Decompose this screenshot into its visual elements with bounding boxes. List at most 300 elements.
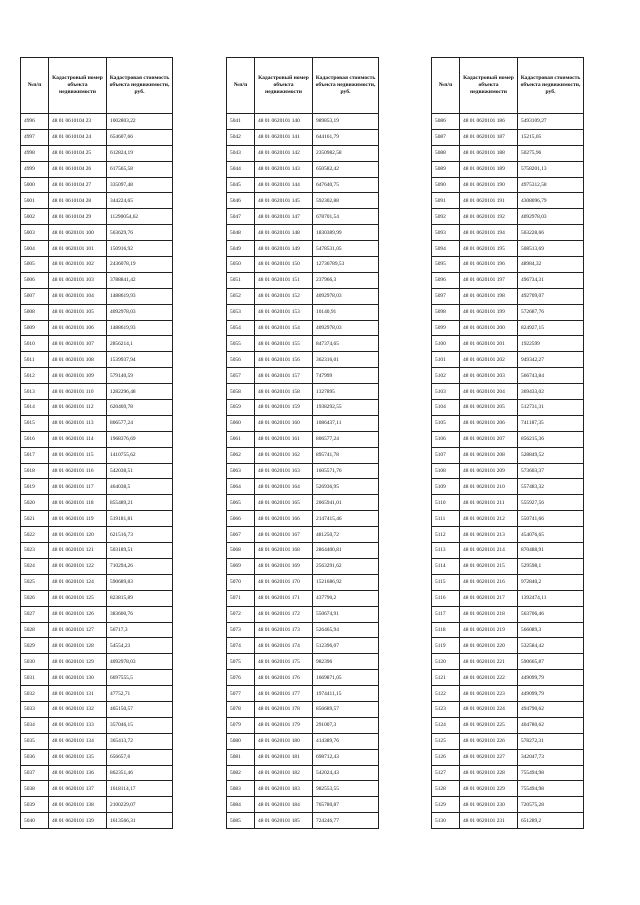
row-number-cell: 5117 bbox=[432, 606, 460, 622]
row-number-cell: 5127 bbox=[432, 765, 460, 781]
cadastral-value-cell: 592302,88 bbox=[313, 193, 379, 209]
cadastral-number-cell: 48 01 0620101 223 bbox=[460, 686, 518, 702]
cadastral-number-cell: 48 01 0620101 137 bbox=[49, 781, 107, 797]
cadastral-number-cell: 48 01 0620101 206 bbox=[460, 415, 518, 431]
cadastral-number-cell: 48 01 0620101 164 bbox=[255, 479, 313, 495]
table-row bbox=[227, 765, 379, 781]
row-number-cell: 5119 bbox=[432, 638, 460, 654]
table-row bbox=[21, 193, 173, 209]
cadastral-number-cell: 48 01 0620101 183 bbox=[255, 781, 313, 797]
cadastral-value-cell: 578272,31 bbox=[518, 733, 584, 749]
row-number-cell: 5094 bbox=[432, 241, 460, 257]
table-row bbox=[21, 352, 173, 368]
row-number-cell: 5065 bbox=[227, 495, 255, 511]
table-row bbox=[432, 479, 584, 495]
table-row bbox=[227, 511, 379, 527]
table-row bbox=[432, 400, 584, 416]
table-row bbox=[432, 320, 584, 336]
cadastral-value-cell: 1488619,93 bbox=[107, 320, 173, 336]
cadastral-number-cell: 48 01 0610104 25 bbox=[49, 145, 107, 161]
table-row bbox=[432, 606, 584, 622]
row-number-cell: 5050 bbox=[227, 257, 255, 273]
cadastral-number-cell: 48 01 0620101 219 bbox=[460, 622, 518, 638]
table-row bbox=[21, 114, 173, 130]
table-row bbox=[432, 193, 584, 209]
table-row bbox=[227, 352, 379, 368]
row-number-cell: 5088 bbox=[432, 145, 460, 161]
cadastral-number-cell: 48 01 0620101 108 bbox=[49, 352, 107, 368]
row-number-cell: 5044 bbox=[227, 161, 255, 177]
table-row bbox=[227, 288, 379, 304]
cadastral-value-cell: 369433,02 bbox=[518, 384, 584, 400]
row-number-cell: 5126 bbox=[432, 749, 460, 765]
cadastral-value-cell: 566743,84 bbox=[518, 368, 584, 384]
row-number-cell: 5029 bbox=[21, 638, 49, 654]
row-number-cell: 5078 bbox=[227, 701, 255, 717]
cadastral-number-cell: 48 01 0620101 161 bbox=[255, 431, 313, 447]
cadastral-number-cell: 48 01 0620101 231 bbox=[460, 813, 518, 829]
cadastral-value-cell: 651289,2 bbox=[518, 813, 584, 829]
cadastral-number-cell: 48 01 0620101 177 bbox=[255, 686, 313, 702]
table-row bbox=[227, 638, 379, 654]
table-row bbox=[21, 495, 173, 511]
cadastral-value-cell: 1392474,11 bbox=[518, 590, 584, 606]
row-number-cell: 5083 bbox=[227, 781, 255, 797]
table-row bbox=[21, 781, 173, 797]
row-number-cell: 5019 bbox=[21, 479, 49, 495]
table-row bbox=[432, 352, 584, 368]
row-number-cell: 5047 bbox=[227, 209, 255, 225]
cadastral-number-cell: 48 01 0620101 152 bbox=[255, 288, 313, 304]
table-row bbox=[21, 241, 173, 257]
cadastral-value-cell: 454076,65 bbox=[518, 527, 584, 543]
cadastral-value-cell: 54554,23 bbox=[107, 638, 173, 654]
table-row bbox=[432, 511, 584, 527]
row-number-cell: 5055 bbox=[227, 336, 255, 352]
cadastral-number-cell: 48 01 0620101 149 bbox=[255, 241, 313, 257]
table-row bbox=[432, 701, 584, 717]
row-number-cell: 5074 bbox=[227, 638, 255, 654]
cadastral-value-cell: 982553,55 bbox=[313, 781, 379, 797]
cadastral-number-cell: 48 01 0620101 117 bbox=[49, 479, 107, 495]
row-number-cell: 5130 bbox=[432, 813, 460, 829]
table-row bbox=[432, 415, 584, 431]
cadastral-number-cell: 48 01 0620101 153 bbox=[255, 304, 313, 320]
row-number-cell: 5075 bbox=[227, 654, 255, 670]
row-number-cell: 5030 bbox=[21, 654, 49, 670]
cadastral-number-cell: 48 01 0620101 222 bbox=[460, 670, 518, 686]
row-number-cell: 5010 bbox=[21, 336, 49, 352]
row-number-cell: 5033 bbox=[21, 701, 49, 717]
row-number-cell: 5037 bbox=[21, 765, 49, 781]
cadastral-value-cell: 550674,91 bbox=[313, 606, 379, 622]
row-number-cell: 5063 bbox=[227, 463, 255, 479]
cadastral-value-cell: 620469,78 bbox=[107, 400, 173, 416]
table-row bbox=[227, 272, 379, 288]
row-number-cell: 5004 bbox=[21, 241, 49, 257]
table-row bbox=[21, 574, 173, 590]
cadastral-number-cell: 48 01 0620101 176 bbox=[255, 670, 313, 686]
table-row bbox=[432, 622, 584, 638]
cadastral-value-cell: 4092978,03 bbox=[107, 304, 173, 320]
row-number-cell: 5093 bbox=[432, 225, 460, 241]
cadastral-number-cell: 48 01 0620101 181 bbox=[255, 749, 313, 765]
row-number-cell: 5128 bbox=[432, 781, 460, 797]
cadastral-number-cell: 48 01 0620101 226 bbox=[460, 733, 518, 749]
row-number-cell: 5102 bbox=[432, 368, 460, 384]
cadastral-number-cell: 48 01 0620101 116 bbox=[49, 463, 107, 479]
cadastral-number-cell: 48 01 0620101 156 bbox=[255, 352, 313, 368]
table-row bbox=[432, 527, 584, 543]
cadastral-number-cell: 48 01 0620101 189 bbox=[460, 161, 518, 177]
table-row bbox=[21, 797, 173, 813]
table-row bbox=[21, 717, 173, 733]
cadastral-value-cell: 563706,46 bbox=[518, 606, 584, 622]
row-number-cell: 5124 bbox=[432, 717, 460, 733]
cadastral-number-cell: 48 01 0620101 208 bbox=[460, 447, 518, 463]
table-row bbox=[227, 145, 379, 161]
table-row bbox=[21, 257, 173, 273]
row-number-cell: 5020 bbox=[21, 495, 49, 511]
cadastral-value-cell: 2147415,46 bbox=[313, 511, 379, 527]
cadastral-number-cell: 48 01 0620101 207 bbox=[460, 431, 518, 447]
cadastral-value-cell: 870488,91 bbox=[518, 543, 584, 559]
table-row bbox=[432, 288, 584, 304]
table-row bbox=[21, 765, 173, 781]
table-row bbox=[227, 320, 379, 336]
cadastral-number-cell: 48 01 0620101 227 bbox=[460, 749, 518, 765]
cadastral-number-cell: 48 01 0620101 104 bbox=[49, 288, 107, 304]
row-number-cell: 5009 bbox=[21, 320, 49, 336]
row-number-cell: 5091 bbox=[432, 193, 460, 209]
table-row bbox=[227, 161, 379, 177]
table-row bbox=[227, 384, 379, 400]
row-number-cell: 5110 bbox=[432, 495, 460, 511]
cadastral-value-cell: 1974411,15 bbox=[313, 686, 379, 702]
row-number-cell: 5100 bbox=[432, 336, 460, 352]
table-row bbox=[227, 336, 379, 352]
cadastral-number-cell: 48 01 0620101 171 bbox=[255, 590, 313, 606]
cadastral-number-cell: 48 01 0620101 196 bbox=[460, 257, 518, 273]
cadastral-value-cell: 542038,51 bbox=[107, 463, 173, 479]
cadastral-number-cell: 48 01 0620101 160 bbox=[255, 415, 313, 431]
cadastral-number-cell: 48 01 0620101 192 bbox=[460, 209, 518, 225]
row-number-cell: 5121 bbox=[432, 670, 460, 686]
cadastral-number-cell: 48 01 0620101 202 bbox=[460, 352, 518, 368]
col-header-number: №п/п bbox=[21, 58, 49, 114]
table-row bbox=[432, 463, 584, 479]
cadastral-value-cell: 50275,96 bbox=[518, 145, 584, 161]
cadastral-number-cell: 48 01 0620101 178 bbox=[255, 701, 313, 717]
cadastral-value-cell: 503189,51 bbox=[107, 543, 173, 559]
table-row bbox=[227, 622, 379, 638]
row-number-cell: 5058 bbox=[227, 384, 255, 400]
table-row bbox=[432, 495, 584, 511]
cadastral-value-cell: 656657,6 bbox=[107, 749, 173, 765]
row-number-cell: 5072 bbox=[227, 606, 255, 622]
row-number-cell: 5051 bbox=[227, 272, 255, 288]
cadastral-number-cell: 48 01 0620101 101 bbox=[49, 241, 107, 257]
table-row bbox=[21, 606, 173, 622]
row-number-cell: 5107 bbox=[432, 447, 460, 463]
row-number-cell: 5060 bbox=[227, 415, 255, 431]
col-header-cadastral-value: Кадастровая стоимость объекта недвижимости, руб. bbox=[518, 58, 584, 114]
row-number-cell: 5023 bbox=[21, 543, 49, 559]
row-number-cell: 5028 bbox=[21, 622, 49, 638]
row-number-cell: 5041 bbox=[227, 114, 255, 130]
table-row bbox=[21, 288, 173, 304]
cadastral-value-cell: 650582,42 bbox=[313, 161, 379, 177]
cadastral-number-cell: 48 01 0620101 205 bbox=[460, 400, 518, 416]
cadastral-number-cell: 48 01 0620101 134 bbox=[49, 733, 107, 749]
cadastral-value-cell: 342047,73 bbox=[518, 749, 584, 765]
row-number-cell: 5071 bbox=[227, 590, 255, 606]
cadastral-number-cell: 48 01 0620101 216 bbox=[460, 574, 518, 590]
cadastral-number-cell: 48 01 0620101 221 bbox=[460, 654, 518, 670]
cadastral-number-cell: 48 01 0620101 131 bbox=[49, 686, 107, 702]
table-row bbox=[432, 257, 584, 273]
row-number-cell: 5045 bbox=[227, 177, 255, 193]
row-number-cell: 5054 bbox=[227, 320, 255, 336]
table-row bbox=[432, 447, 584, 463]
cadastral-value-cell: 10140,91 bbox=[313, 304, 379, 320]
row-number-cell: 5022 bbox=[21, 527, 49, 543]
cadastral-value-cell: 335097,48 bbox=[107, 177, 173, 193]
table-row bbox=[21, 415, 173, 431]
cadastral-value-cell: 291007,3 bbox=[313, 717, 379, 733]
cadastral-table-2 bbox=[226, 57, 379, 829]
cadastral-number-cell: 48 01 0620101 136 bbox=[49, 765, 107, 781]
cadastral-value-cell: 555927,56 bbox=[518, 495, 584, 511]
cadastral-value-cell: 1521686,92 bbox=[313, 574, 379, 590]
cadastral-value-cell: 464038,5 bbox=[107, 479, 173, 495]
table-row bbox=[21, 320, 173, 336]
cadastral-number-cell: 48 01 0620101 135 bbox=[49, 749, 107, 765]
cadastral-number-cell: 48 01 0620101 198 bbox=[460, 288, 518, 304]
table-row bbox=[227, 749, 379, 765]
table-row bbox=[227, 606, 379, 622]
cadastral-value-cell: 528849,52 bbox=[518, 447, 584, 463]
cadastral-number-cell: 48 01 0620101 100 bbox=[49, 225, 107, 241]
col-header-number: №п/п bbox=[227, 58, 255, 114]
cadastral-number-cell: 48 01 0620101 114 bbox=[49, 431, 107, 447]
cadastral-value-cell: 617565,58 bbox=[107, 161, 173, 177]
table-row bbox=[432, 384, 584, 400]
row-number-cell: 5081 bbox=[227, 749, 255, 765]
cadastral-number-cell: 48 01 0620101 201 bbox=[460, 336, 518, 352]
cadastral-number-cell: 48 01 0620101 133 bbox=[49, 717, 107, 733]
cadastral-number-cell: 48 01 0620101 159 bbox=[255, 400, 313, 416]
col-header-cadastral-number: Кадастровый номер объекта недвижимости bbox=[49, 58, 107, 114]
cadastral-value-cell: 365413,72 bbox=[107, 733, 173, 749]
table-row bbox=[227, 717, 379, 733]
table-row bbox=[432, 781, 584, 797]
cadastral-number-cell: 48 01 0610104 27 bbox=[49, 177, 107, 193]
table-row bbox=[21, 368, 173, 384]
cadastral-number-cell: 48 01 0620101 225 bbox=[460, 717, 518, 733]
table-row bbox=[21, 145, 173, 161]
cadastral-number-cell: 48 01 0620101 124 bbox=[49, 574, 107, 590]
row-number-cell: 5113 bbox=[432, 543, 460, 559]
cadastral-value-cell: 48984,32 bbox=[518, 257, 584, 273]
row-number-cell: 5104 bbox=[432, 400, 460, 416]
row-number-cell: 5086 bbox=[432, 114, 460, 130]
row-number-cell: 5062 bbox=[227, 447, 255, 463]
table-row bbox=[227, 193, 379, 209]
table-row bbox=[432, 717, 584, 733]
table-row bbox=[432, 590, 584, 606]
cadastral-value-cell: 1618114,17 bbox=[107, 781, 173, 797]
cadastral-number-cell: 48 01 0620101 130 bbox=[49, 670, 107, 686]
table-row bbox=[227, 527, 379, 543]
cadastral-value-cell: 5493109,27 bbox=[518, 114, 584, 130]
row-number-cell: 5056 bbox=[227, 352, 255, 368]
cadastral-number-cell: 48 01 0620101 150 bbox=[255, 257, 313, 273]
table-row bbox=[432, 114, 584, 130]
cadastral-value-cell: 1922599 bbox=[518, 336, 584, 352]
cadastral-value-cell: 1002803,22 bbox=[107, 114, 173, 130]
table-row bbox=[21, 384, 173, 400]
cadastral-value-cell: 357046,15 bbox=[107, 717, 173, 733]
table-row bbox=[432, 145, 584, 161]
cadastral-value-cell: 856215,36 bbox=[518, 431, 584, 447]
cadastral-number-cell: 48 01 0620101 211 bbox=[460, 495, 518, 511]
cadastral-number-cell: 48 01 0620101 157 bbox=[255, 368, 313, 384]
cadastral-value-cell: 414389,76 bbox=[313, 733, 379, 749]
row-number-cell: 5095 bbox=[432, 257, 460, 273]
cadastral-table-1 bbox=[20, 57, 173, 829]
cadastral-number-cell: 48 01 0620101 197 bbox=[460, 272, 518, 288]
cadastral-number-cell: 48 01 0620101 210 bbox=[460, 479, 518, 495]
cadastral-value-cell: 720575,28 bbox=[518, 797, 584, 813]
cadastral-value-cell: 496734,31 bbox=[518, 272, 584, 288]
row-number-cell: 5111 bbox=[432, 511, 460, 527]
cadastral-value-cell: 4975312,58 bbox=[518, 177, 584, 193]
cadastral-value-cell: 2350982,58 bbox=[313, 145, 379, 161]
cadastral-value-cell: 678701,54 bbox=[313, 209, 379, 225]
cadastral-number-cell: 48 01 0620101 179 bbox=[255, 717, 313, 733]
cadastral-value-cell: 237966,3 bbox=[313, 272, 379, 288]
cadastral-number-cell: 48 01 0620101 186 bbox=[460, 114, 518, 130]
table-row bbox=[21, 304, 173, 320]
cadastral-number-cell: 48 01 0620101 212 bbox=[460, 511, 518, 527]
row-number-cell: 5097 bbox=[432, 288, 460, 304]
table-row bbox=[432, 733, 584, 749]
row-number-cell: 5014 bbox=[21, 400, 49, 416]
table-row bbox=[432, 431, 584, 447]
table-row bbox=[227, 495, 379, 511]
cadastral-number-cell: 48 01 0620101 121 bbox=[49, 543, 107, 559]
row-number-cell: 5049 bbox=[227, 241, 255, 257]
row-number-cell: 5122 bbox=[432, 686, 460, 702]
cadastral-value-cell: 5758201,13 bbox=[518, 161, 584, 177]
row-number-cell: 5036 bbox=[21, 749, 49, 765]
table-row bbox=[432, 129, 584, 145]
table-row bbox=[21, 813, 173, 829]
row-number-cell: 4996 bbox=[21, 114, 49, 130]
cadastral-value-cell: 747999 bbox=[313, 368, 379, 384]
table-row bbox=[21, 129, 173, 145]
row-number-cell: 5013 bbox=[21, 384, 49, 400]
row-number-cell: 5005 bbox=[21, 257, 49, 273]
row-number-cell: 5069 bbox=[227, 558, 255, 574]
table-row bbox=[21, 654, 173, 670]
row-number-cell: 5085 bbox=[227, 813, 255, 829]
col-header-cadastral-value: Кадастровая стоимость объекта недвижимости, руб. bbox=[313, 58, 379, 114]
table-row bbox=[21, 161, 173, 177]
cadastral-value-cell: 383600,76 bbox=[107, 606, 173, 622]
cadastral-value-cell: 741187,35 bbox=[518, 415, 584, 431]
cadastral-value-cell: 449099,79 bbox=[518, 670, 584, 686]
cadastral-value-cell: 579140,59 bbox=[107, 368, 173, 384]
table-row bbox=[227, 304, 379, 320]
row-number-cell: 4998 bbox=[21, 145, 49, 161]
cadastral-value-cell: 563629,76 bbox=[107, 225, 173, 241]
table-row bbox=[21, 447, 173, 463]
cadastral-number-cell: 48 01 0620101 140 bbox=[255, 114, 313, 130]
table-row bbox=[432, 161, 584, 177]
table-row bbox=[21, 670, 173, 686]
cadastral-value-cell: 481250,72 bbox=[313, 527, 379, 543]
row-number-cell: 5034 bbox=[21, 717, 49, 733]
cadastral-number-cell: 48 01 0620101 107 bbox=[49, 336, 107, 352]
cadastral-number-cell: 48 01 0620101 173 bbox=[255, 622, 313, 638]
col-header-cadastral-value: Кадастровая стоимость объекта недвижимости, руб. bbox=[107, 58, 173, 114]
table-row bbox=[227, 447, 379, 463]
cadastral-value-cell: 590689,83 bbox=[107, 574, 173, 590]
cadastral-number-cell: 48 01 0620101 106 bbox=[49, 320, 107, 336]
cadastral-value-cell: 362316,01 bbox=[313, 352, 379, 368]
row-number-cell: 5070 bbox=[227, 574, 255, 590]
cadastral-value-cell: 847374,65 bbox=[313, 336, 379, 352]
row-number-cell: 5048 bbox=[227, 225, 255, 241]
table-row bbox=[227, 257, 379, 273]
row-number-cell: 5053 bbox=[227, 304, 255, 320]
table-row bbox=[21, 638, 173, 654]
cadastral-number-cell: 48 01 0620101 154 bbox=[255, 320, 313, 336]
cadastral-number-cell: 48 01 0620101 185 bbox=[255, 813, 313, 829]
cadastral-value-cell: 989853,19 bbox=[313, 114, 379, 130]
cadastral-value-cell: 612824,19 bbox=[107, 145, 173, 161]
row-number-cell: 5035 bbox=[21, 733, 49, 749]
table-row bbox=[227, 241, 379, 257]
cadastral-value-cell: 855489,21 bbox=[107, 495, 173, 511]
cadastral-number-cell: 48 01 0620101 119 bbox=[49, 511, 107, 527]
cadastral-number-cell: 48 01 0620101 118 bbox=[49, 495, 107, 511]
cadastral-value-cell: 806577,24 bbox=[313, 431, 379, 447]
row-number-cell: 5066 bbox=[227, 511, 255, 527]
table-row bbox=[227, 574, 379, 590]
row-number-cell: 5040 bbox=[21, 813, 49, 829]
row-number-cell: 5042 bbox=[227, 129, 255, 145]
table-row bbox=[21, 479, 173, 495]
cadastral-number-cell: 48 01 0620101 170 bbox=[255, 574, 313, 590]
table-row bbox=[227, 590, 379, 606]
cadastral-value-cell: 621516,73 bbox=[107, 527, 173, 543]
cadastral-value-cell: 698712,43 bbox=[313, 749, 379, 765]
cadastral-value-cell: 765780,87 bbox=[313, 797, 379, 813]
cadastral-number-cell: 48 01 0620101 172 bbox=[255, 606, 313, 622]
cadastral-value-cell: 949342,27 bbox=[518, 352, 584, 368]
table-row bbox=[432, 241, 584, 257]
cadastral-number-cell: 48 01 0610104 24 bbox=[49, 129, 107, 145]
cadastral-value-cell: 862351,46 bbox=[107, 765, 173, 781]
cadastral-number-cell: 48 01 0610104 23 bbox=[49, 114, 107, 130]
table-row bbox=[432, 638, 584, 654]
cadastral-number-cell: 48 01 0620101 144 bbox=[255, 177, 313, 193]
table-row bbox=[21, 225, 173, 241]
table-row bbox=[21, 686, 173, 702]
